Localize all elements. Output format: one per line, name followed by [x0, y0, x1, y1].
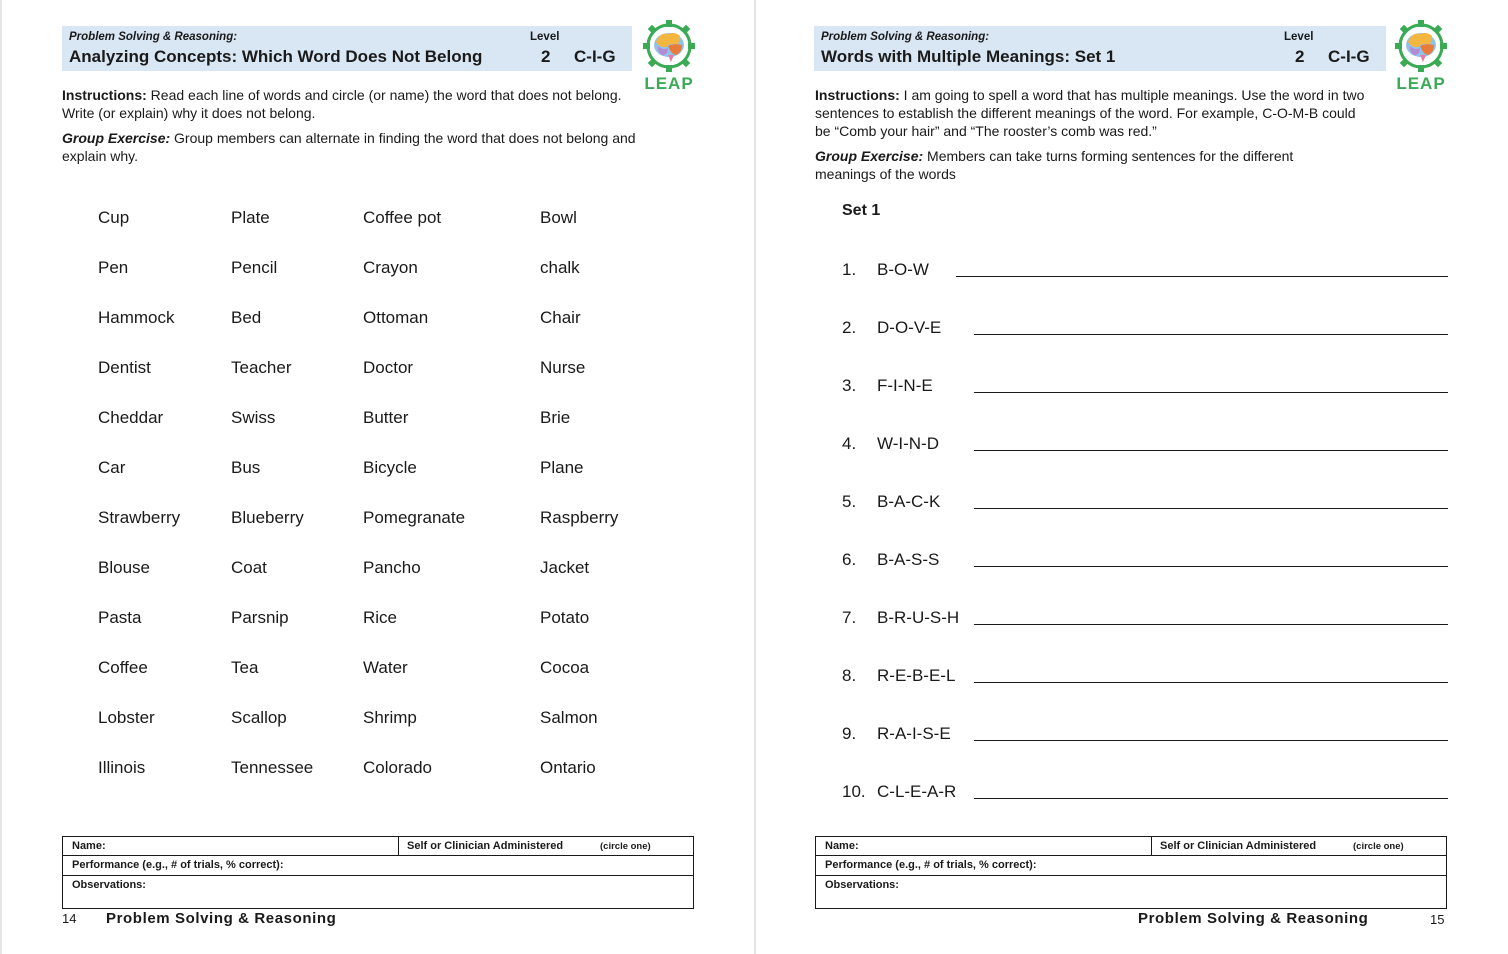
brain-gear-icon [638, 18, 700, 74]
header-bar [62, 26, 632, 71]
item-number: 6. [842, 550, 857, 569]
word-cell[interactable]: Blueberry [231, 508, 304, 527]
observations-label: Observations: [825, 879, 899, 891]
word-cell[interactable]: Plane [540, 458, 584, 477]
category-label: Problem Solving & Reasoning: [821, 31, 990, 43]
word-cell[interactable]: Pomegranate [363, 508, 466, 527]
item-number: 1. [842, 260, 857, 279]
group-exercise-label: Group Exercise: [62, 130, 171, 146]
answer-line[interactable] [974, 798, 1448, 799]
word-cell[interactable]: Coat [231, 558, 267, 577]
word-cell[interactable]: Jacket [540, 558, 590, 577]
instructions-label: Instructions: [815, 87, 900, 103]
right-page [756, 0, 1508, 954]
record-form [62, 836, 694, 909]
word-cell[interactable]: Bicycle [363, 458, 417, 477]
record-form [815, 836, 1447, 909]
spelled-word: D-O-V-E [877, 318, 942, 337]
item-number: 2. [842, 318, 857, 337]
level-number: 2 [1295, 47, 1305, 66]
word-cell[interactable]: Tea [231, 658, 259, 677]
circle-one-note: (circle one) [1353, 841, 1404, 852]
level-label: Level [1284, 31, 1314, 43]
word-cell[interactable]: Dentist [98, 358, 151, 377]
word-cell[interactable]: Coffee [98, 658, 148, 677]
word-cell[interactable]: Swiss [231, 408, 276, 427]
page-title: Words with Multiple Meanings: Set 1 [821, 47, 1116, 66]
word-cell[interactable]: Lobster [98, 708, 155, 727]
item-number: 8. [842, 666, 857, 685]
word-cell[interactable]: Brie [540, 408, 571, 427]
item-number: 7. [842, 608, 857, 627]
header-bar [814, 26, 1386, 71]
word-cell[interactable]: Crayon [363, 258, 418, 277]
word-cell[interactable]: Potato [540, 608, 590, 627]
word-cell[interactable]: Parsnip [231, 608, 289, 627]
observations-label: Observations: [72, 879, 146, 891]
word-cell[interactable]: Tennessee [231, 758, 314, 777]
spelled-word: W-I-N-D [877, 434, 939, 453]
answer-line[interactable] [974, 566, 1448, 567]
word-cell[interactable]: Rice [363, 608, 398, 627]
spelled-word: B-O-W [877, 260, 929, 279]
word-cell[interactable]: Strawberry [98, 508, 181, 527]
word-cell[interactable]: Raspberry [540, 508, 619, 527]
spelled-word: R-E-B-E-L [877, 666, 956, 685]
word-cell[interactable]: Water [363, 658, 408, 677]
word-cell[interactable]: Pencil [231, 258, 278, 277]
level-number: 2 [541, 47, 551, 66]
word-cell[interactable]: Cocoa [540, 658, 590, 677]
performance-label: Performance (e.g., # of trials, % correct): [72, 859, 284, 871]
word-cell[interactable]: Bed [231, 308, 262, 327]
answer-line[interactable] [974, 508, 1448, 509]
leap-logo [638, 18, 700, 94]
logo-text: LEAP [644, 74, 694, 93]
logo-text: LEAP [1396, 74, 1446, 93]
word-cell[interactable]: Teacher [231, 358, 292, 377]
group-exercise [62, 129, 652, 165]
circle-one-note: (circle one) [600, 841, 651, 852]
name-field-label: Name: [72, 840, 106, 852]
word-cell[interactable]: chalk [540, 258, 580, 277]
group-exercise-text: Members can take turns forming sentences for the different meanings of the words [815, 148, 1294, 182]
word-cell[interactable]: Nurse [540, 358, 586, 377]
category-label: Problem Solving & Reasoning: [69, 31, 238, 43]
spelled-word: R-A-I-S-E [877, 724, 951, 743]
item-number: 4. [842, 434, 857, 453]
word-cell[interactable]: Ottoman [363, 308, 429, 327]
footer-title: Problem Solving & Reasoning [1138, 910, 1369, 927]
set-label: Set 1 [842, 202, 881, 219]
level-code: C-I-G [1328, 47, 1370, 66]
item-number: 9. [842, 724, 857, 743]
word-cell[interactable]: Shrimp [363, 708, 417, 727]
word-cell[interactable]: Bus [231, 458, 261, 477]
word-cell[interactable]: Cheddar [98, 408, 164, 427]
word-cell[interactable]: Bowl [540, 208, 577, 227]
instructions-text: Read each line of words and circle (or name) the word that does not belong. Write (or explain) why it does not belong. [62, 87, 622, 121]
word-cell[interactable]: Doctor [363, 358, 414, 377]
word-cell[interactable]: Pasta [98, 608, 142, 627]
word-cell[interactable]: Scallop [231, 708, 287, 727]
word-cell[interactable]: Colorado [363, 758, 432, 777]
administered-label: Self or Clinician Administered [407, 840, 564, 852]
instructions-label: Instructions: [62, 87, 147, 103]
word-cell[interactable]: Car [98, 458, 126, 477]
answer-line[interactable] [974, 334, 1448, 335]
word-cell[interactable]: Blouse [98, 558, 150, 577]
word-cell[interactable]: Ontario [540, 758, 596, 777]
word-cell[interactable]: Pancho [363, 558, 421, 577]
word-cell[interactable]: Cup [98, 208, 130, 227]
item-number: 10. [842, 782, 866, 801]
item-number: 5. [842, 492, 857, 511]
group-exercise [815, 147, 1355, 183]
page-title: Analyzing Concepts: Which Word Does Not Belong [69, 47, 483, 66]
performance-label: Performance (e.g., # of trials, % correct): [825, 859, 1037, 871]
page-number: 15 [1430, 912, 1445, 927]
page-number: 14 [62, 911, 77, 926]
word-cell[interactable]: Illinois [98, 758, 146, 777]
word-cell[interactable]: Chair [540, 308, 581, 327]
answer-line[interactable] [974, 450, 1448, 451]
word-cell[interactable]: Hammock [98, 308, 175, 327]
answer-line[interactable] [974, 682, 1448, 683]
answer-line[interactable] [974, 392, 1448, 393]
administered-label: Self or Clinician Administered [1160, 840, 1317, 852]
group-exercise-label: Group Exercise: [815, 148, 924, 164]
group-exercise-text: Group members can alternate in finding the word that does not belong and explain why. [62, 130, 636, 164]
answer-line[interactable] [974, 740, 1448, 741]
word-cell[interactable]: Plate [231, 208, 270, 227]
answer-line[interactable] [956, 276, 1448, 277]
leap-logo [1390, 18, 1452, 94]
instructions [815, 86, 1375, 140]
spelled-word: C-L-E-A-R [877, 782, 957, 801]
footer-title: Problem Solving & Reasoning [106, 910, 337, 927]
spelled-word: B-A-S-S [877, 550, 940, 569]
word-cell[interactable]: Coffee pot [363, 208, 442, 227]
instructions [62, 86, 622, 122]
instructions-text: I am going to spell a word that has multiple meanings. Use the word in two sentences to establish the different meanings of the word. For example, C-O-M-B could be “Comb your hair” and “The rooster’s comb was red.” [815, 87, 1365, 139]
item-number: 3. [842, 376, 857, 395]
spelled-word: B-A-C-K [877, 492, 941, 511]
spelled-word: B-R-U-S-H [877, 608, 960, 627]
level-code: C-I-G [574, 47, 616, 66]
word-cell[interactable]: Butter [363, 408, 409, 427]
level-label: Level [530, 31, 560, 43]
spelled-word: F-I-N-E [877, 376, 933, 395]
name-field-label: Name: [825, 840, 859, 852]
word-cell[interactable]: Pen [98, 258, 129, 277]
brain-gear-icon [1390, 18, 1452, 74]
word-cell[interactable]: Salmon [540, 708, 598, 727]
answer-line[interactable] [974, 624, 1448, 625]
